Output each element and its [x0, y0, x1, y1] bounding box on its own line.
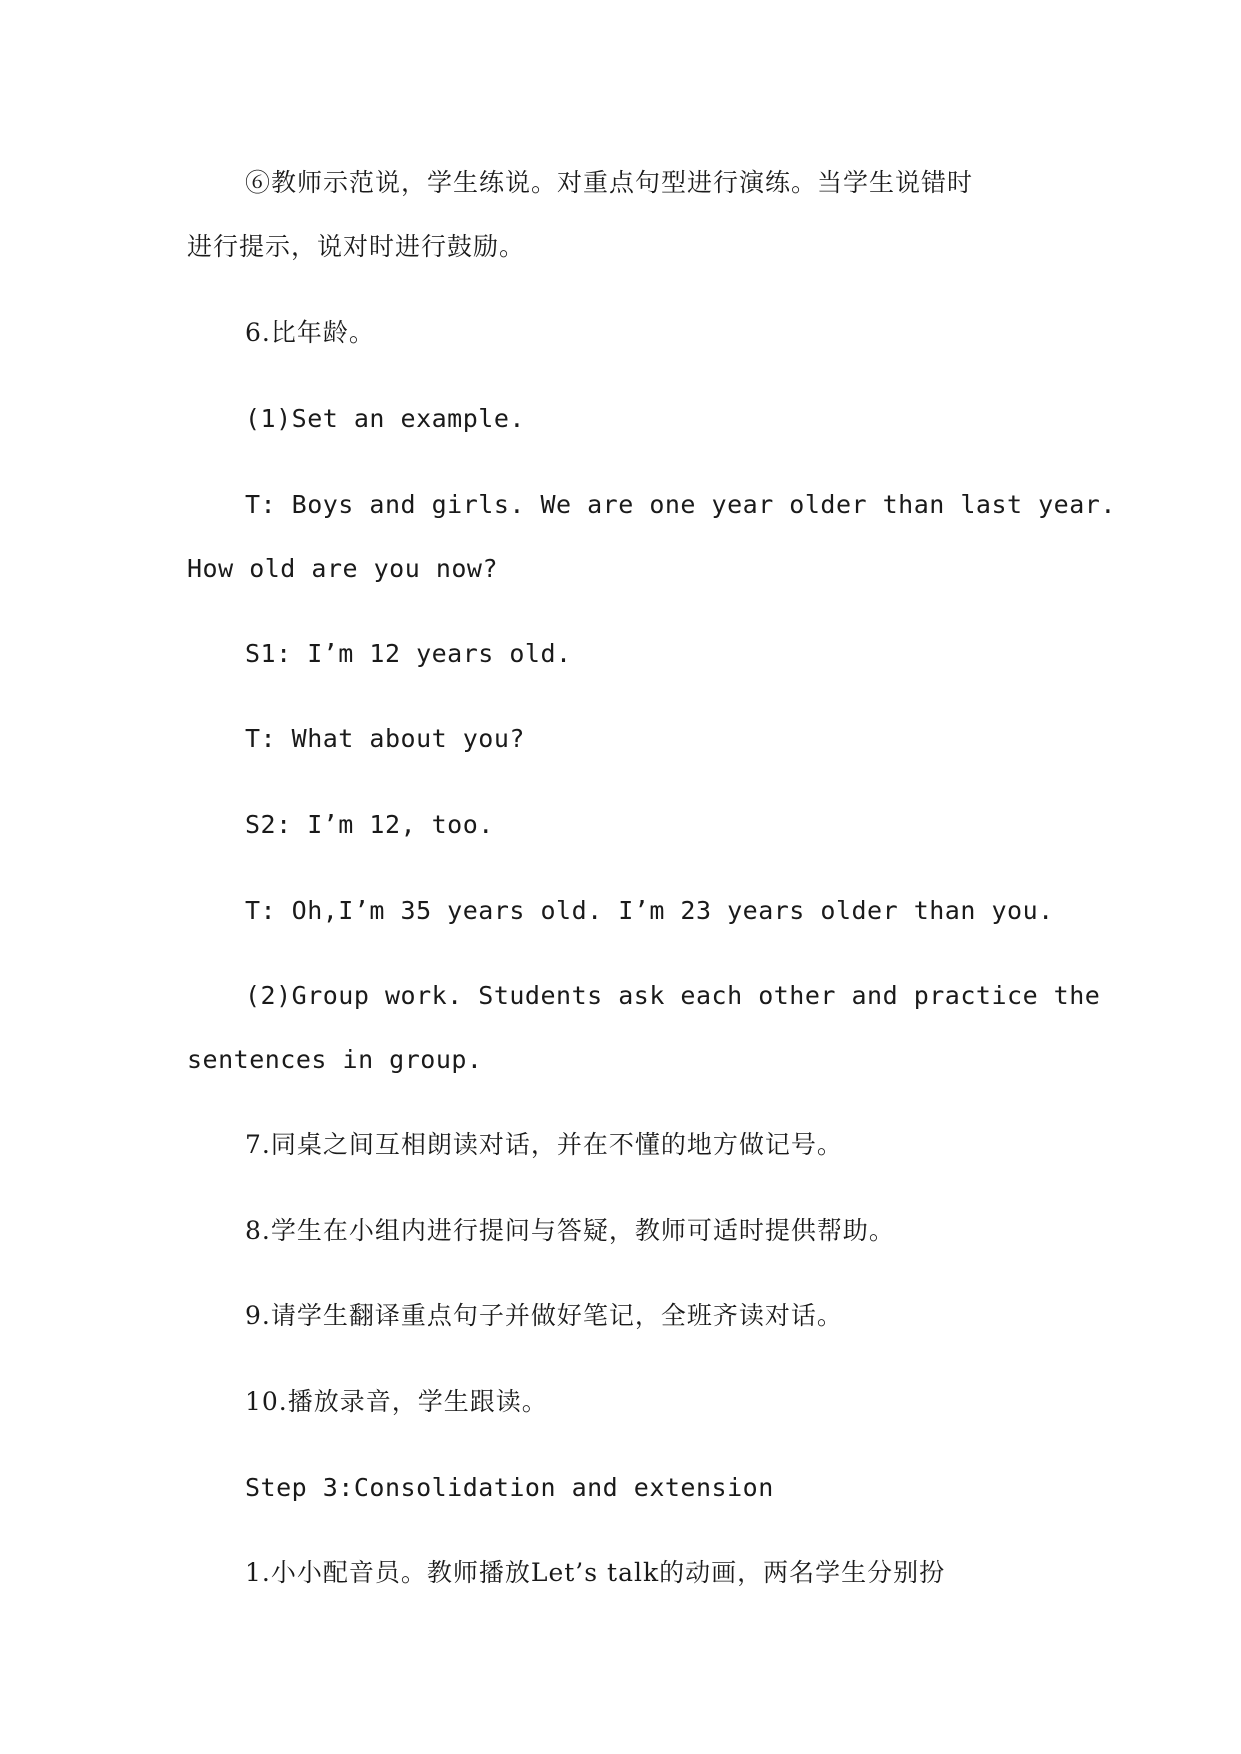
- list-item-dubbing: 1.小小配音员。教师播放Let’s talk的动画，两名学生分别扮: [245, 1558, 946, 1587]
- section-heading-age: 6.比年龄。: [245, 318, 375, 347]
- dialogue-line-teacher-3: T: Oh,I’m 35 years old. I’m 23 years older than you.: [245, 896, 1054, 925]
- dialogue-line-s1: S1: I’m 12 years old.: [245, 639, 572, 668]
- dialogue-line-teacher-2: T: What about you?: [245, 724, 525, 753]
- dialogue-line-teacher-1: T: Boys and girls. We are one year older than last year.: [245, 490, 1116, 519]
- paragraph-line-1: ⑥教师示范说，学生练说。对重点句型进行演练。当学生说错时: [245, 168, 974, 197]
- list-item-9: 9.请学生翻译重点句子并做好笔记，全班齐读对话。: [245, 1301, 843, 1330]
- list-item-10: 10.播放录音，学生跟读。: [245, 1387, 548, 1416]
- paragraph-line-2: 进行提示，说对时进行鼓励。: [187, 232, 526, 261]
- step-3-heading: Step 3:Consolidation and extension: [245, 1473, 774, 1502]
- dialogue-line-teacher-1-cont: How old are you now?: [187, 554, 499, 583]
- dialogue-line-s2: S2: I’m 12, too.: [245, 810, 494, 839]
- list-item-8: 8.学生在小组内进行提问与答疑，教师可适时提供帮助。: [245, 1216, 895, 1245]
- list-item-7: 7.同桌之间互相朗读对话，并在不懂的地方做记号。: [245, 1130, 843, 1159]
- list-item-set-example: (1)Set an example.: [245, 404, 525, 433]
- list-item-group-work-cont: sentences in group.: [187, 1045, 483, 1074]
- list-item-group-work: (2)Group work. Students ask each other and practice the: [245, 981, 1101, 1010]
